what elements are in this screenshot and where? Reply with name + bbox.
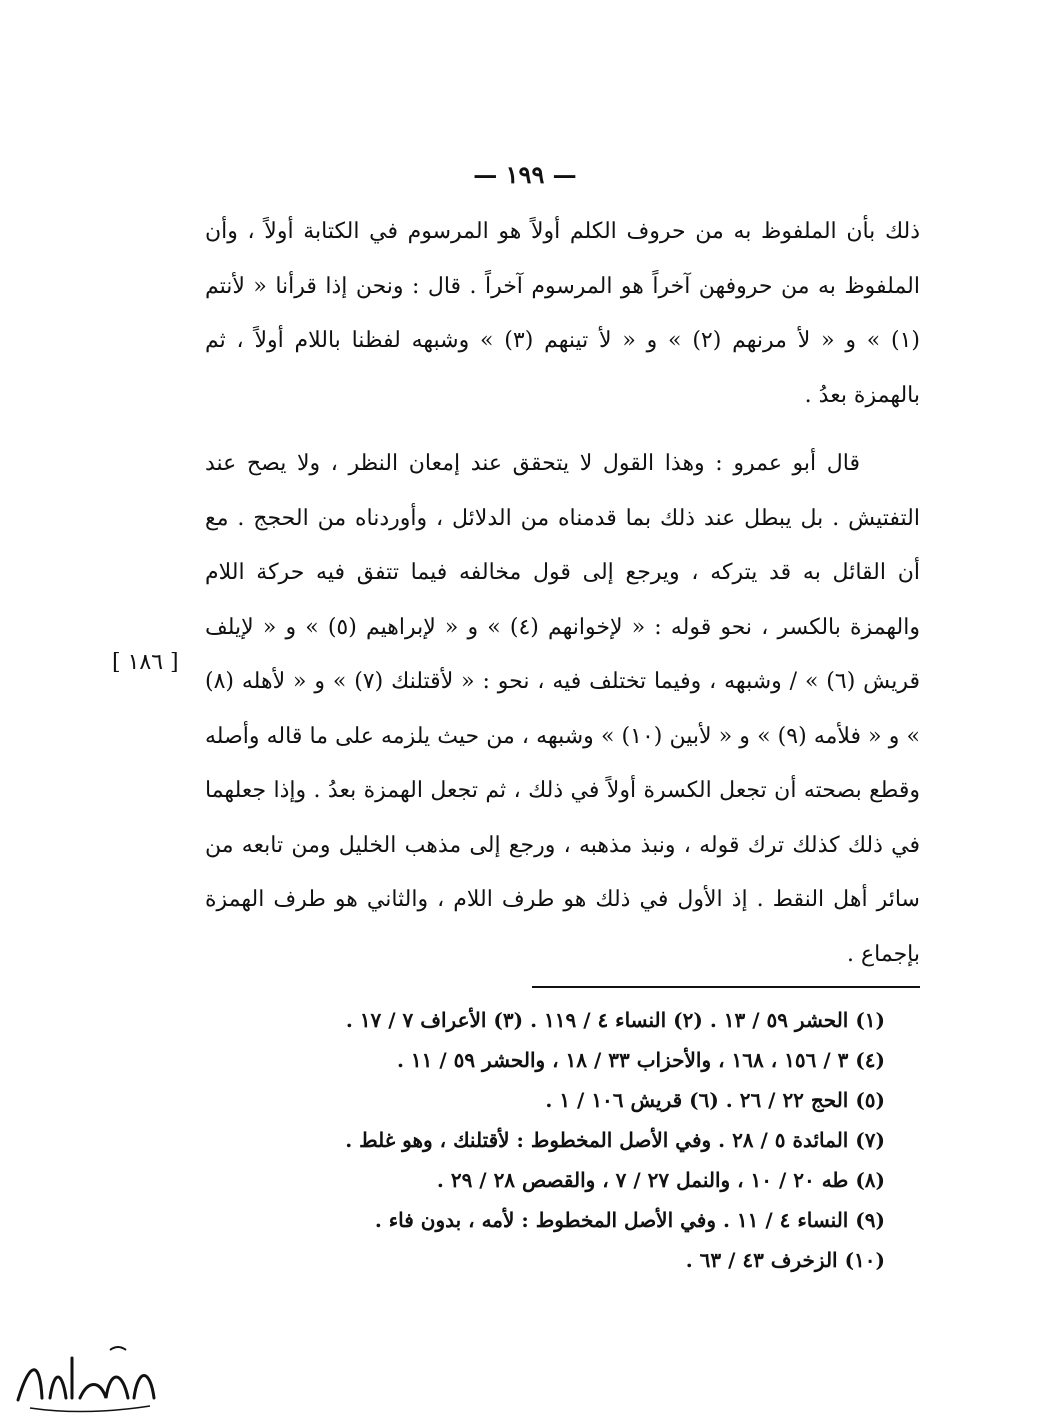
manuscript-folio-reference: [ ١٨٦ ] <box>112 650 179 675</box>
footnote-line: (١٠) الزخرف ٤٣ / ٦٣ . <box>685 1248 885 1272</box>
footnotes <box>205 1000 885 1280</box>
main-text <box>205 205 920 982</box>
paragraph: ذلك بأن الملفوظ به من حروف الكلم أولاً هو المرسوم في الكتابة أولاً ، وأن الملفوظ به من حروفهن آخراً هو المرسوم آخراً . قال : ونحن إذا قرأنا « لأنتم (١) » و « لأ مرنهم (٢) » و « لأ تينهم (٣) » وشبهه لفظنا باللام أولاً ، ثم بالهمزة بعدُ . <box>205 219 920 408</box>
calligraphy-stamp-logo <box>10 1340 160 1418</box>
footnote-line: (٤) ٣ / ١٥٦ ، ١٦٨ ، والأحزاب ٣٣ / ١٨ ، والحشر ٥٩ / ١١ . <box>396 1048 885 1072</box>
footnote-divider <box>532 986 920 988</box>
footnote-line: (٩) النساء ٤ / ١١ . وفي الأصل المخطوط : لأمه ، بدون فاء . <box>374 1208 885 1232</box>
footnote-line: (٧) المائدة ٥ / ٢٨ . وفي الأصل المخطوط : لأقتلنك ، وهو غلط . <box>345 1128 885 1152</box>
paragraph: قال أبو عمرو : وهذا القول لا يتحقق عند إمعان النظر ، ولا يصح عند التفتيش . بل يبطل عند ذلك بما قدمناه من الدلائل ، وأوردناه من الحجج . مع أن القائل به قد يتركه ، ويرجع إلى قول مخالفه فيما تتفق فيه حركة اللام والهمزة بالكسر ، نحو قوله : « لإخوانهم (٤) » و « لإبراهيم (٥) » و « لإيلف قريش (٦) » / وشبهه ، وفيما تختلف فيه ، نحو : « لأقتلنك (٧) » و « لأهله (٨) » و « فلأمه (٩) » و « لأبين (١٠) » وشبهه ، من حيث يلزمه على ما قاله وأصله وقطع بصحته أن تجعل الكسرة أولاً في ذلك ، ثم تجعل الهمزة بعدُ . وإذا جعلهما في ذلك كذلك ترك قوله ، ونبذ مذهبه ، ورجع إلى مذهب الخليل ومن تابعه من سائر أهل النقط . إذ الأول في ذلك هو طرف اللام ، والثاني هو طرف الهمزة بإجماع . <box>205 451 921 967</box>
page-number: — ١٩٩ — <box>473 160 577 189</box>
footnote-line: (٥) الحج ٢٢ / ٢٦ . (٦) قريش ١٠٦ / ١ . <box>545 1088 885 1112</box>
footnote-line: (٨) طه ٢٠ / ١٠ ، والنمل ٢٧ / ٧ ، والقصص ٢٨ / ٢٩ . <box>436 1168 885 1192</box>
footnote-line: (١) الحشر ٥٩ / ١٣ . (٢) النساء ٤ / ١١٩ . (٣) الأعراف ٧ / ١٧ . <box>345 1008 885 1032</box>
